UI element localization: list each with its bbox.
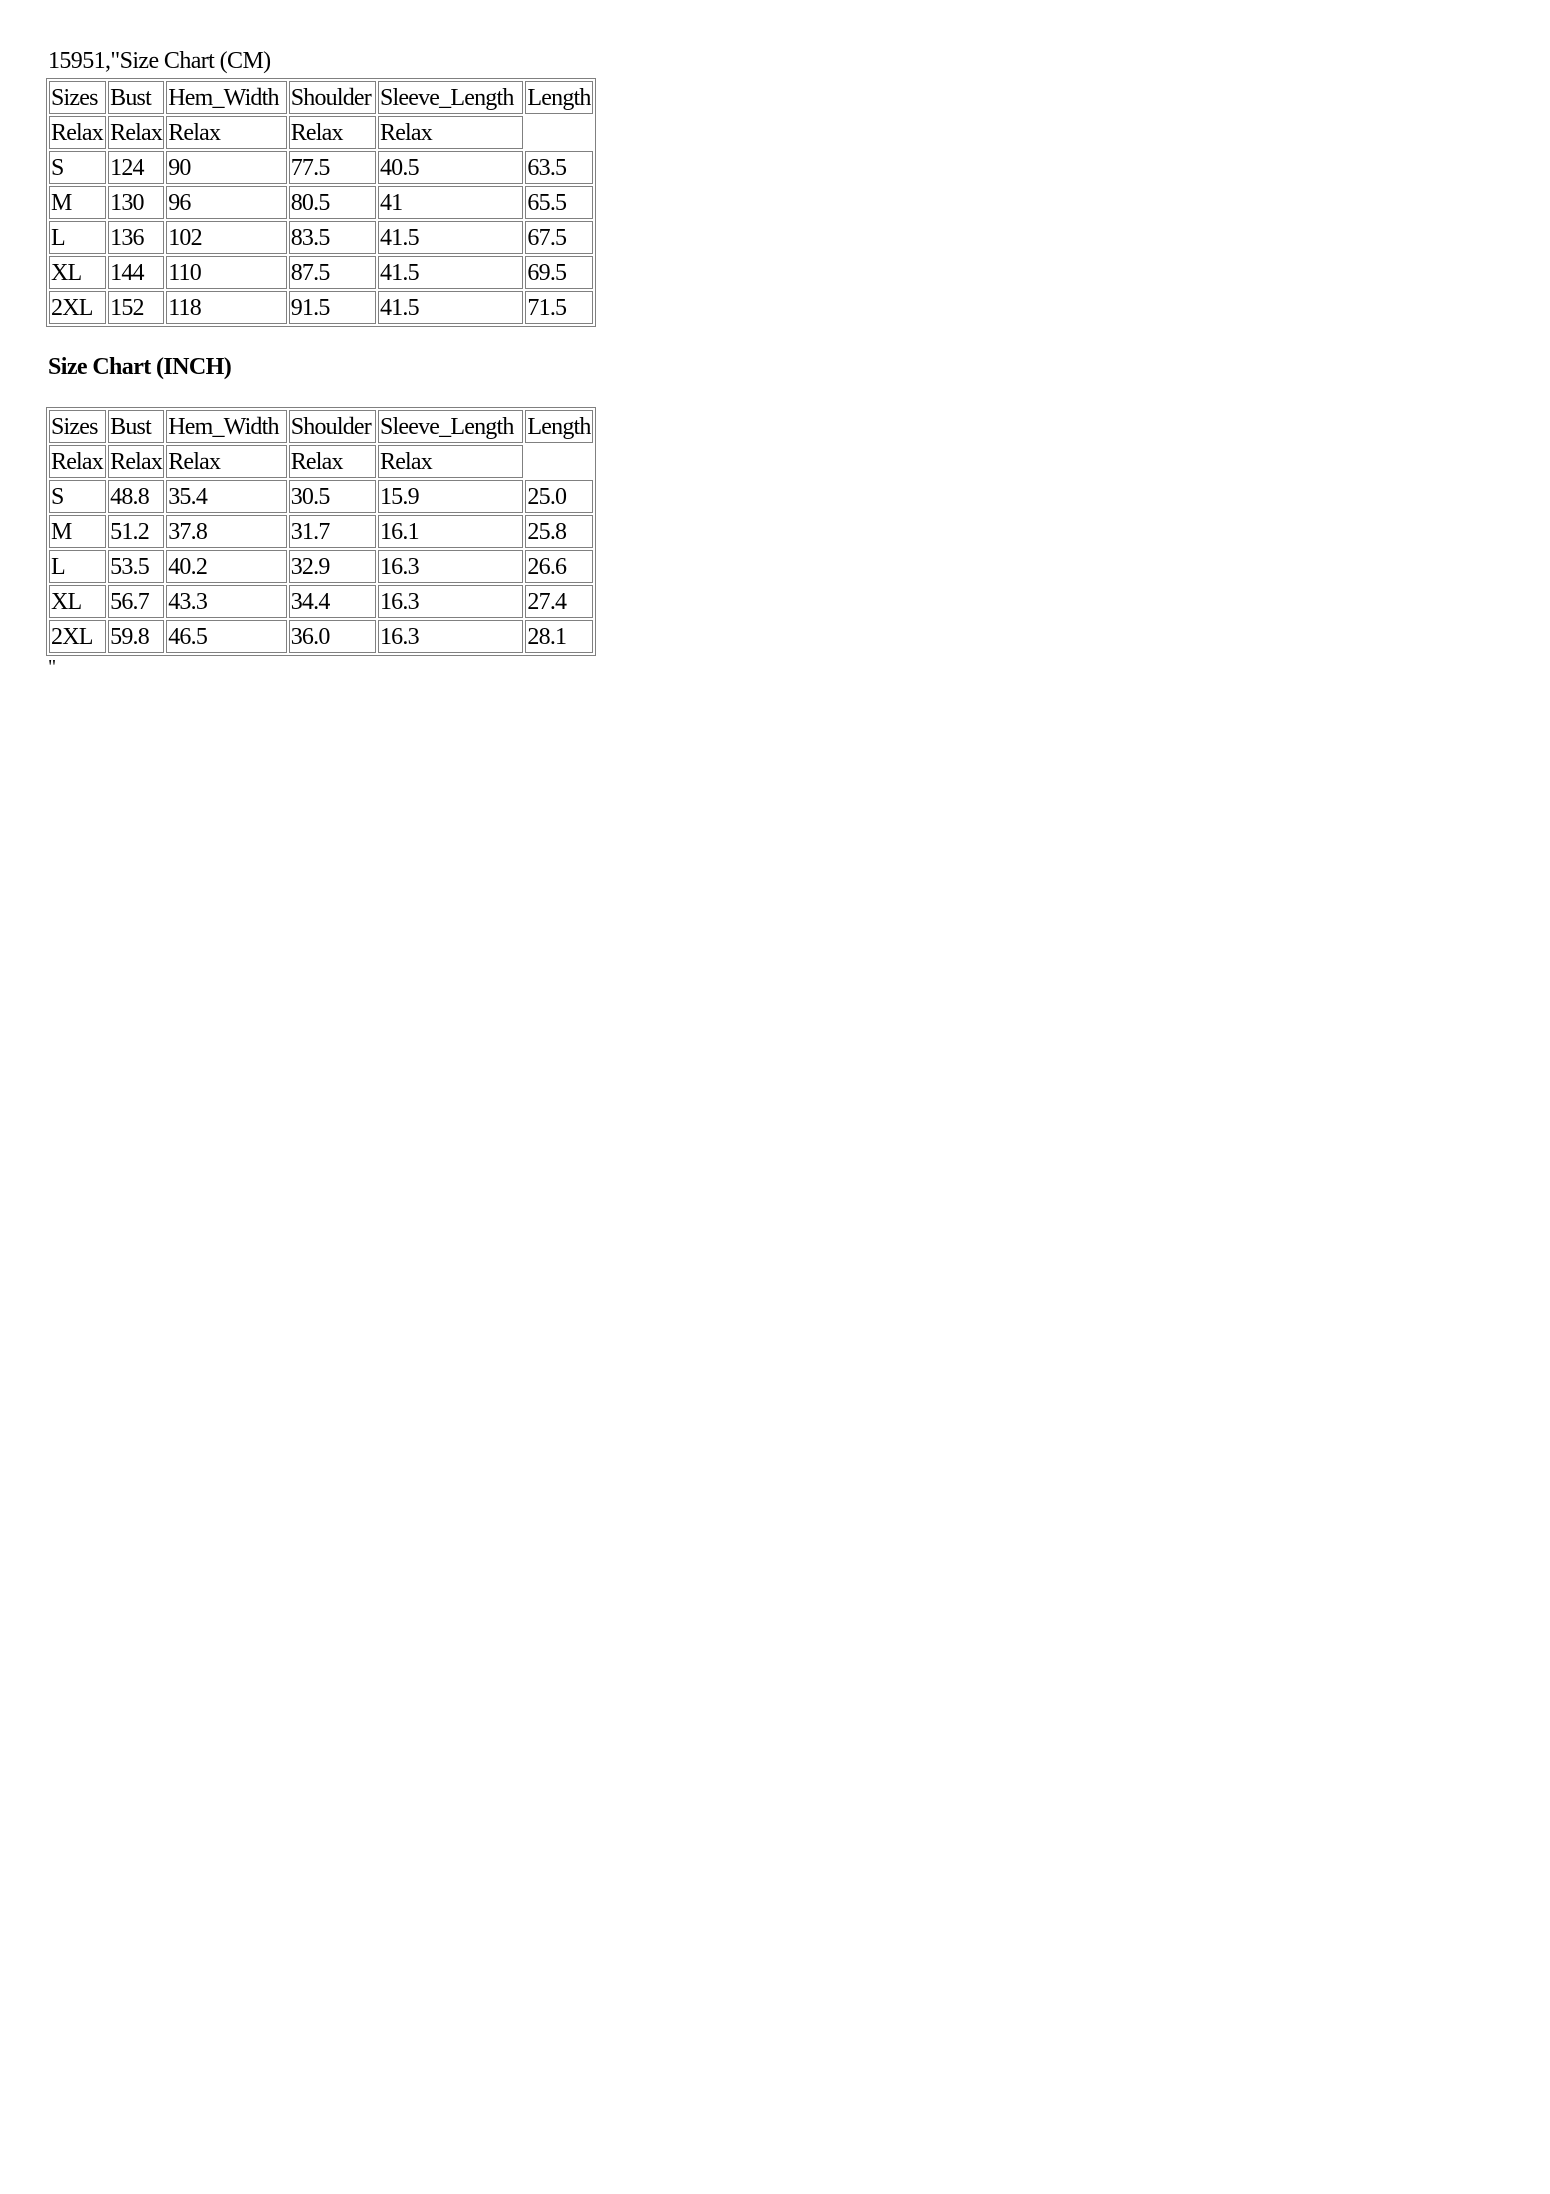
table-cell: 136 <box>108 221 164 254</box>
header-cell: Sizes <box>49 81 106 114</box>
table-cell: 16.3 <box>378 620 523 653</box>
table-header-row <box>49 410 593 443</box>
table-cell: 30.5 <box>289 480 376 513</box>
table-cell: 56.7 <box>108 585 164 618</box>
table-cell: 46.5 <box>166 620 287 653</box>
table-cell: 16.3 <box>378 585 523 618</box>
header-cell: Shoulder <box>289 410 376 443</box>
table-cell: 48.8 <box>108 480 164 513</box>
table-cell: 69.5 <box>525 256 593 289</box>
size-cell: M <box>49 186 106 219</box>
table-cell: 96 <box>166 186 287 219</box>
size-cell: 2XL <box>49 620 106 653</box>
table-row <box>49 291 593 324</box>
table-cell: 37.8 <box>166 515 287 548</box>
table-cell: 41.5 <box>378 256 523 289</box>
header-cell: Bust <box>108 410 164 443</box>
inch-size-table <box>46 407 596 656</box>
table-cell: 130 <box>108 186 164 219</box>
header-cell: Hem_Width <box>166 81 287 114</box>
table-cell: 87.5 <box>289 256 376 289</box>
relax-cell: Relax <box>289 445 376 478</box>
table-cell: 43.3 <box>166 585 287 618</box>
table-cell: 25.8 <box>525 515 593 548</box>
relax-cell: Relax <box>166 445 287 478</box>
relax-cell: Relax <box>378 116 523 149</box>
table-cell: 16.1 <box>378 515 523 548</box>
document-page <box>46 46 746 676</box>
table-cell: 77.5 <box>289 151 376 184</box>
empty-cell <box>525 116 593 149</box>
relax-cell: Relax <box>108 116 164 149</box>
table-cell: 118 <box>166 291 287 324</box>
table-row <box>49 221 593 254</box>
table-row <box>49 186 593 219</box>
table-cell: 41.5 <box>378 221 523 254</box>
table-cell: 16.3 <box>378 550 523 583</box>
table-cell: 41 <box>378 186 523 219</box>
table-cell: 144 <box>108 256 164 289</box>
table-cell: 35.4 <box>166 480 287 513</box>
table-cell: 53.5 <box>108 550 164 583</box>
size-cell: XL <box>49 256 106 289</box>
cm-chart-title: 15951,"Size Chart (CM) <box>48 48 271 74</box>
header-cell: Shoulder <box>289 81 376 114</box>
table-cell: 152 <box>108 291 164 324</box>
table-cell: 40.2 <box>166 550 287 583</box>
table-cell: 110 <box>166 256 287 289</box>
table-cell: 67.5 <box>525 221 593 254</box>
inch-chart-title: Size Chart (INCH) <box>48 354 232 380</box>
header-cell: Length <box>525 410 593 443</box>
table-cell: 34.4 <box>289 585 376 618</box>
relax-cell: Relax <box>166 116 287 149</box>
table-row <box>49 620 593 653</box>
table-cell: 124 <box>108 151 164 184</box>
relax-cell: Relax <box>378 445 523 478</box>
header-cell: Sizes <box>49 410 106 443</box>
size-cell: S <box>49 151 106 184</box>
table-row <box>49 151 593 184</box>
size-cell: M <box>49 515 106 548</box>
table-cell: 65.5 <box>525 186 593 219</box>
size-cell: L <box>49 221 106 254</box>
table-cell: 51.2 <box>108 515 164 548</box>
relax-cell: Relax <box>108 445 164 478</box>
table-cell: 25.0 <box>525 480 593 513</box>
relax-cell: Relax <box>49 116 106 149</box>
table-cell: 15.9 <box>378 480 523 513</box>
relax-row <box>49 445 593 478</box>
table-cell: 83.5 <box>289 221 376 254</box>
size-cell: 2XL <box>49 291 106 324</box>
table-cell: 90 <box>166 151 287 184</box>
table-cell: 28.1 <box>525 620 593 653</box>
cm-size-table <box>46 78 596 327</box>
table-cell: 41.5 <box>378 291 523 324</box>
table-cell: 27.4 <box>525 585 593 618</box>
table-cell: 31.7 <box>289 515 376 548</box>
table-header-row <box>49 81 593 114</box>
table-cell: 59.8 <box>108 620 164 653</box>
header-cell: Sleeve_Length <box>378 81 523 114</box>
table-cell: 71.5 <box>525 291 593 324</box>
table-cell: 102 <box>166 221 287 254</box>
table-cell: 63.5 <box>525 151 593 184</box>
relax-cell: Relax <box>49 445 106 478</box>
closing-quote: " <box>48 656 57 678</box>
header-cell: Sleeve_Length <box>378 410 523 443</box>
header-cell: Bust <box>108 81 164 114</box>
table-row <box>49 256 593 289</box>
table-cell: 80.5 <box>289 186 376 219</box>
table-row <box>49 515 593 548</box>
table-cell: 40.5 <box>378 151 523 184</box>
table-cell: 26.6 <box>525 550 593 583</box>
table-row <box>49 480 593 513</box>
table-cell: 91.5 <box>289 291 376 324</box>
relax-cell: Relax <box>289 116 376 149</box>
table-row <box>49 550 593 583</box>
header-cell: Hem_Width <box>166 410 287 443</box>
size-cell: XL <box>49 585 106 618</box>
header-cell: Length <box>525 81 593 114</box>
relax-row <box>49 116 593 149</box>
table-cell: 32.9 <box>289 550 376 583</box>
size-cell: S <box>49 480 106 513</box>
size-cell: L <box>49 550 106 583</box>
table-cell: 36.0 <box>289 620 376 653</box>
table-row <box>49 585 593 618</box>
empty-cell <box>525 445 593 478</box>
